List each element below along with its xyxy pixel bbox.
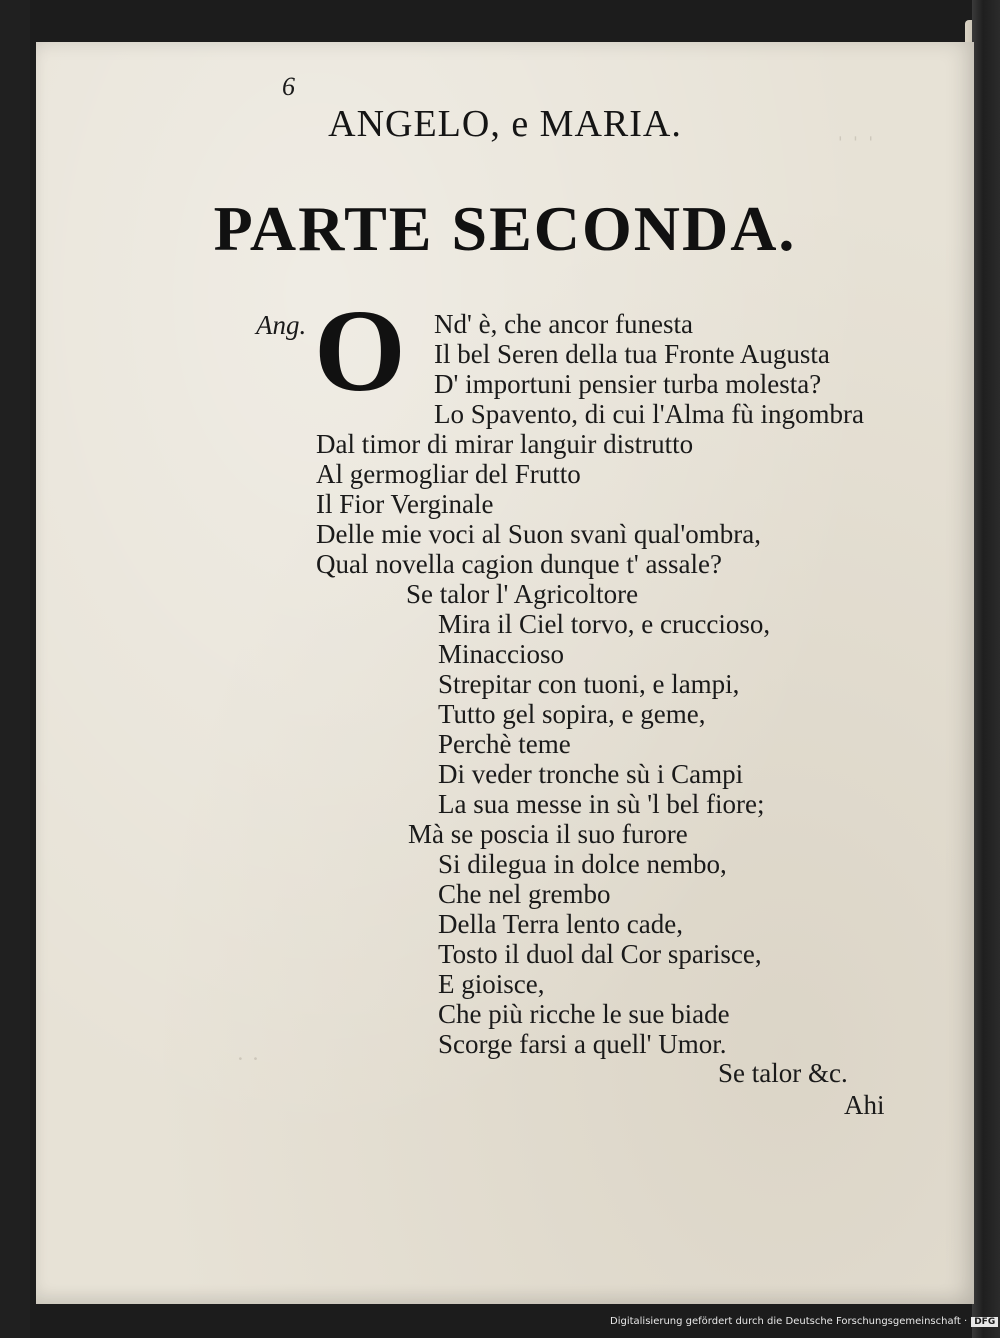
verse-line: Nd' è, che ancor funesta [434,309,693,339]
verse-line: Mà se poscia il suo furore [408,819,688,849]
verse-line: Di veder tronche sù i Campi [438,759,744,789]
credit-text: Digitalisierung gefördert durch die Deutsche Forschungsgemeinschaft · [610,1316,968,1327]
verse-line: La sua messe in sù 'l bel fiore; [438,789,765,819]
refrain-cue: Se talor &c. [718,1058,848,1088]
verse-line: Dal timor di mirar languir distrutto [316,429,694,459]
verse-line: E gioisce, [438,969,545,999]
scan-background-left [0,0,30,1338]
speaker-label: Ang. [256,310,307,340]
digitization-credit [610,1316,998,1327]
verse-line: Qual novella cagion dunque t' assale? [316,549,722,579]
verse-line: Scorge farsi a quell' Umor. [438,1029,727,1059]
dfg-logo: DFG [971,1317,998,1327]
verse-line: Se talor l' Agricoltore [406,579,639,609]
verse-line: Che nel grembo [438,879,611,909]
bleed-through-mark: ˙ ˙ [236,1052,260,1081]
verse-line: Mira il Ciel torvo, e cruccioso, [438,609,771,639]
verse-line: Il bel Seren della tua Fronte Augusta [434,339,830,369]
verse-line: Della Terra lento cade, [438,909,683,939]
drop-cap: O [314,285,406,416]
bleed-through-mark: ˌ ˌ ˌ [836,112,875,141]
verse-line: Tutto gel sopira, e geme, [438,699,706,729]
verse-line: Minaccioso [438,639,564,669]
verse-line: D' importuni pensier turba molesta? [434,369,822,399]
verse-line: Si dilegua in dolce nembo, [438,849,727,879]
catchword: Ahi [844,1090,885,1120]
verse-line: Strepitar con tuoni, e lampi, [438,669,740,699]
scan-background-right [972,0,1000,1338]
running-title: ANGELO, e MARIA. [328,103,682,145]
verse-line: Al germogliar del Frutto [316,459,581,489]
verse-line: Delle mie voci al Suon svanì qual'ombra, [316,519,762,549]
verse-line: Che più ricche le sue biade [438,999,730,1029]
verse-line: Lo Spavento, di cui l'Alma fù ingombra [434,399,865,429]
section-heading: PARTE SECONDA. [213,193,797,264]
verse-line: Il Fior Verginale [316,489,494,519]
verse-line: Perchè teme [438,729,571,759]
verse-line: Tosto il duol dal Cor sparisce, [438,939,762,969]
page-number: 6 [282,72,295,101]
book-page [36,42,974,1304]
